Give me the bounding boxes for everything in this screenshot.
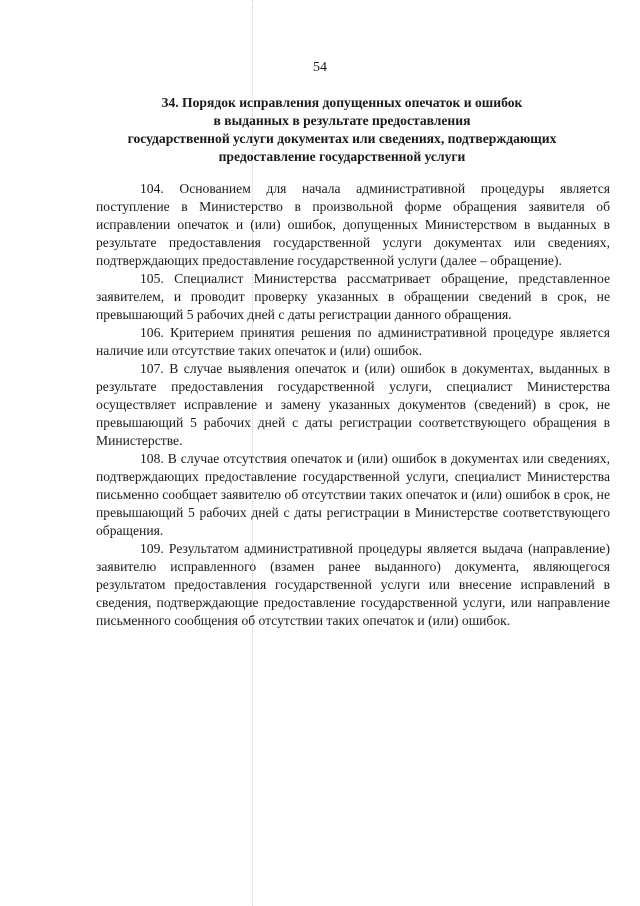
paragraph-109: 109. Результатом административной процедуры является выдача (направление) заявителю исправленного (взамен ранее выданного) документа, являющегося результатом предоставления государственной услуги или внесение исправлений в сведения, подтверждающие предоставление государственной услуги, или направление письменного сообщения об отсутствии таких опечаток и (или) ошибок. — [96, 541, 610, 628]
section-title — [96, 94, 588, 166]
paragraph-106: 106. Критерием принятия решения по административной процедуре является наличие или отсутствие таких опечаток и (или) ошибок. — [96, 325, 610, 358]
section-title-line: 34. Порядок исправления допущенных опечаток и ошибок — [161, 95, 523, 110]
page-number: 54 — [313, 60, 327, 75]
section-title-line: в выданных в результате предоставления — [213, 113, 471, 128]
paragraph-104: 104. Основанием для начала административной процедуры является поступление в Министерство в произвольной форме обращения заявителя об исправлении опечаток и (или) ошибок, допущенных Министерством в выданных в результате предоставления государственной услуги документах или сведениях, подтверждающих предоставление государственной услуги (далее – обращение). — [96, 181, 610, 268]
section-title-line: предоставление государственной услуги — [218, 149, 466, 164]
section-title-line: государственной услуги документах или сведениях, подтверждающих — [127, 131, 557, 146]
paragraph-108: 108. В случае отсутствия опечаток и (или) ошибок в документах или сведениях, подтверждающих предоставление государственной услуги, специалист Министерства письменно сообщает заявителю об отсутствии таких опечаток и (или) ошибок в срок, не превышающий 5 рабочих дней с даты регистрации в Министерстве соответствующего обращения. — [96, 451, 610, 538]
body-text — [96, 180, 610, 630]
paragraph-107: 107. В случае выявления опечаток и (или) ошибок в документах, выданных в результате предоставления государственной услуги, специалист Министерства осуществляет исправление и замену указанных документов (сведений) в срок, не превышающий 5 рабочих дней с даты регистрации соответствующего обращения в Министерстве. — [96, 361, 610, 448]
paragraph-105: 105. Специалист Министерства рассматривает обращение, представленное заявителем, и проводит проверку указанных в обращении сведений в срок, не превышающий 5 рабочих дней с даты регистрации данного обращения. — [96, 271, 610, 322]
